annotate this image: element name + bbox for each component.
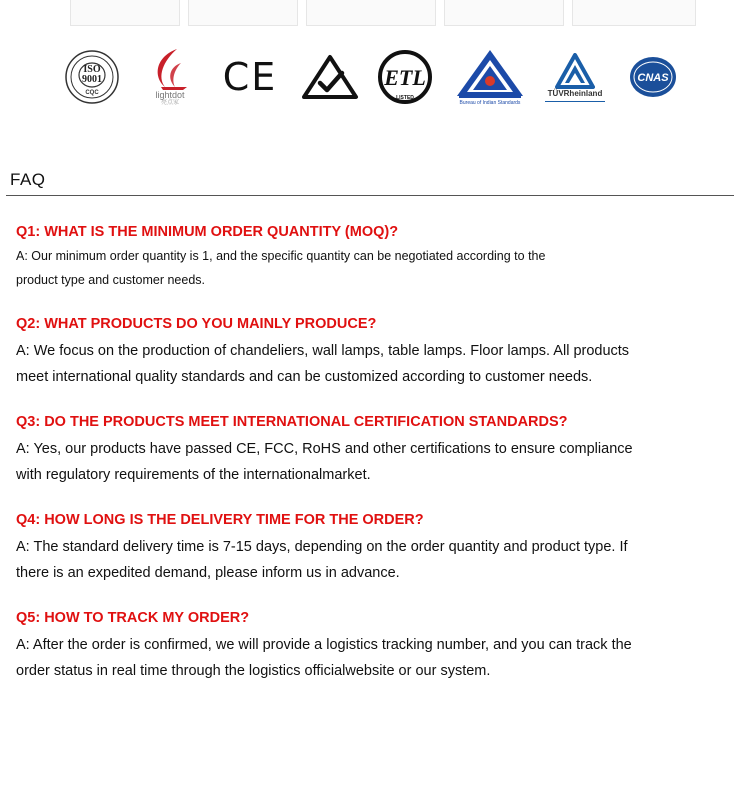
tuv-underline [545,101,605,102]
faq-item [16,608,696,684]
faq-answer-line: there is an expedited demand, please inform us in advance. [16,565,400,581]
faq-answer-line: with regulatory requirements of the internationalmarket. [16,467,371,483]
faq-answer [16,338,696,390]
faq-question: Q4: HOW LONG IS THE DELIVERY TIME FOR THE ORDER? [16,512,424,528]
faq-answer [16,244,696,292]
faq-answer-line: order status in real time through the logistics officialwebsite or our system. [16,663,491,679]
cropped-image-strip [70,0,696,30]
svg-text:CQC: CQC [85,90,99,96]
faq-heading: FAQ [10,170,46,189]
cropped-frame [188,0,298,26]
svg-text:CNAS: CNAS [637,72,669,84]
cropped-frame [70,0,180,26]
faq-list [16,222,696,706]
faq-question: Q5: HOW TO TRACK MY ORDER? [16,610,250,626]
cropped-frame [444,0,564,26]
faq-answer-line: meet international quality standards and can be customized according to customer needs. [16,369,593,385]
ce-mark-logo: CE [222,55,278,99]
faq-question: Q3: DO THE PRODUCTS MEET INTERNATIONAL CERTIFICATION STANDARDS? [16,414,568,430]
faq-answer-line: A: Yes, our products have passed CE, FCC, RoHS and other certifications to ensure compliance [16,441,633,457]
faq-question: Q1: WHAT IS THE MINIMUM ORDER QUANTITY (MOQ)? [16,224,399,240]
faq-answer-line: product type and customer needs. [16,273,206,287]
svg-text:LISTED: LISTED [396,95,414,101]
faq-answer-line: A: We focus on the production of chandeliers, wall lamps, table lamps. Floor lamps. All products [16,343,630,359]
faq-item [16,314,696,390]
faq-answer [16,436,696,488]
cropped-frame [572,0,696,26]
faq-answer-line: A: Our minimum order quantity is 1, and the specific quantity can be negotiated according to the [16,249,546,263]
svg-text:ISO: ISO [83,64,101,75]
faq-answer-line: A: After the order is confirmed, we will provide a logistics tracking number, and you can track the [16,637,632,653]
faq-answer [16,534,696,586]
etl-listed-logo [374,42,436,112]
bis-logo: Bureau of Indian Standards [450,42,530,112]
faq-item [16,222,696,292]
cnas-logo [624,42,682,112]
faq-divider [6,195,734,196]
tuv-rheinland-logo: TÜVRheinland [540,42,610,112]
svg-text:ETL: ETL [384,65,426,90]
faq-item [16,412,696,488]
certification-logos [62,42,682,112]
lightdot-logo: lightdot 亮点家 [142,42,198,112]
rcm-mark-logo [298,42,362,112]
faq-item [16,510,696,586]
faq-answer-line: A: The standard delivery time is 7-15 days, depending on the order quantity and product type. If [16,539,628,555]
cropped-frame [306,0,436,26]
faq-answer [16,632,696,684]
faq-question: Q2: WHAT PRODUCTS DO YOU MAINLY PRODUCE? [16,316,377,332]
iso-9001-logo [62,42,122,112]
svg-text:9001: 9001 [82,74,102,85]
